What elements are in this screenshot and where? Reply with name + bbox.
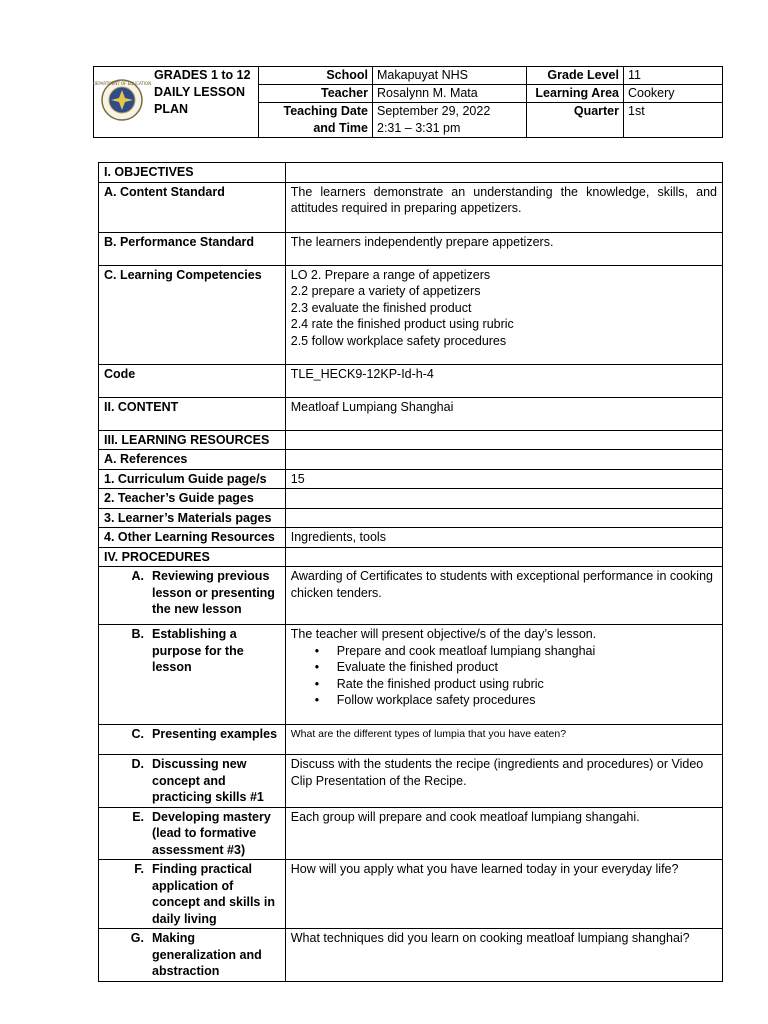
performance-standard-label: B. Performance Standard <box>99 232 286 265</box>
teaching-date-value: September 29, 2022 2:31 – 3:31 pm <box>373 103 527 138</box>
objectives-bullet-list <box>291 643 717 709</box>
procedure-g-label: G. Making generalization and abstraction <box>99 929 286 982</box>
procedure-c-label: C. Presenting examples <box>99 725 286 755</box>
procedure-b-value: The teacher will present objective/s of the day’s lesson. • Prepare and cook meatloaf lumpiang shanghai • Evaluate the finished product • Rate the finished product using rubric • Follow workplace safety procedures <box>285 625 722 725</box>
procedure-e-value: Each group will prepare and cook meatloaf lumpiang shangahi. <box>285 807 722 860</box>
quarter-label: Quarter <box>527 103 624 138</box>
procedure-a-label: A. Reviewing previous lesson or presenting the new lesson <box>99 567 286 625</box>
teacher-label: Teacher <box>259 85 373 103</box>
header-table <box>93 66 723 138</box>
plan-title: GRADES 1 to 12 DAILY LESSON PLAN <box>150 67 259 138</box>
content-label: II. CONTENT <box>99 397 286 430</box>
code-label: Code <box>99 364 286 397</box>
other-resources-label: 4. Other Learning Resources <box>99 528 286 548</box>
seal-cell <box>94 67 151 138</box>
content-standard-value: The learners demonstrate an understanding the knowledge, skills, and attitudes required in preparing appetizers. <box>285 182 722 232</box>
procedure-e-label: E. Developing mastery (lead to formative assessment #3) <box>99 807 286 860</box>
list-item: • Evaluate the finished product <box>337 659 717 676</box>
learning-competencies-list: LO 2. Prepare a range of appetizers 2.2 prepare a variety of appetizers 2.3 evaluate the finished product 2.4 rate the finished product using rubric 2.5 follow workplace safety procedures <box>285 265 722 364</box>
other-resources-value: Ingredients, tools <box>285 528 722 548</box>
grade-level-value: 11 <box>624 67 723 85</box>
code-value: TLE_HECK9-12KP-Id-h-4 <box>285 364 722 397</box>
references-label: A. References <box>99 450 286 470</box>
content-value: Meatloaf Lumpiang Shanghai <box>285 397 722 430</box>
procedure-d-label: D. Discussing new concept and practicing skills #1 <box>99 755 286 808</box>
list-item: • Prepare and cook meatloaf lumpiang shanghai <box>337 643 717 660</box>
school-label: School <box>259 67 373 85</box>
procedure-d-value: Discuss with the students the recipe (ingredients and procedures) or Video Clip Presentation of the Recipe. <box>285 755 722 808</box>
performance-standard-value: The learners independently prepare appetizers. <box>285 232 722 265</box>
procedure-g-value: What techniques did you learn on cooking meatloaf lumpiang shanghai? <box>285 929 722 982</box>
procedure-f-label: F. Finding practical application of concept and skills in daily living <box>99 860 286 929</box>
procedure-a-value: Awarding of Certificates to students with exceptional performance in cooking chicken tenders. <box>285 567 722 625</box>
teacher-value: Rosalynn M. Mata <box>373 85 527 103</box>
learning-resources-heading: III. LEARNING RESOURCES <box>99 430 286 450</box>
learning-competencies-label: C. Learning Competencies <box>99 265 286 364</box>
objectives-heading: I. OBJECTIVES <box>99 163 286 183</box>
grade-level-label: Grade Level <box>527 67 624 85</box>
procedure-f-value: How will you apply what you have learned today in your everyday life? <box>285 860 722 929</box>
procedure-c-value: What are the different types of lumpia that you have eaten? <box>285 725 722 755</box>
procedures-heading: IV. PROCEDURES <box>99 547 286 567</box>
svg-text:DEPARTMENT OF EDUCATION: DEPARTMENT OF EDUCATION <box>92 80 152 86</box>
lesson-table <box>98 162 723 982</box>
curriculum-guide-value: 15 <box>285 469 722 489</box>
learners-materials-label: 3. Learner’s Materials pages <box>99 508 286 528</box>
learning-area-value: Cookery <box>624 85 723 103</box>
learning-area-label: Learning Area <box>527 85 624 103</box>
list-item: • Rate the finished product using rubric <box>337 676 717 693</box>
teaching-date-label: Teaching Date and Time <box>259 103 373 138</box>
school-value: Makapuyat NHS <box>373 67 527 85</box>
curriculum-guide-label: 1. Curriculum Guide page/s <box>99 469 286 489</box>
deped-seal-icon <box>92 78 152 122</box>
procedure-b-label: B. Establishing a purpose for the lesson <box>99 625 286 725</box>
teachers-guide-label: 2. Teacher’s Guide pages <box>99 489 286 509</box>
quarter-value: 1st <box>624 103 723 138</box>
list-item: • Follow workplace safety procedures <box>337 692 717 709</box>
content-standard-label: A. Content Standard <box>99 182 286 232</box>
